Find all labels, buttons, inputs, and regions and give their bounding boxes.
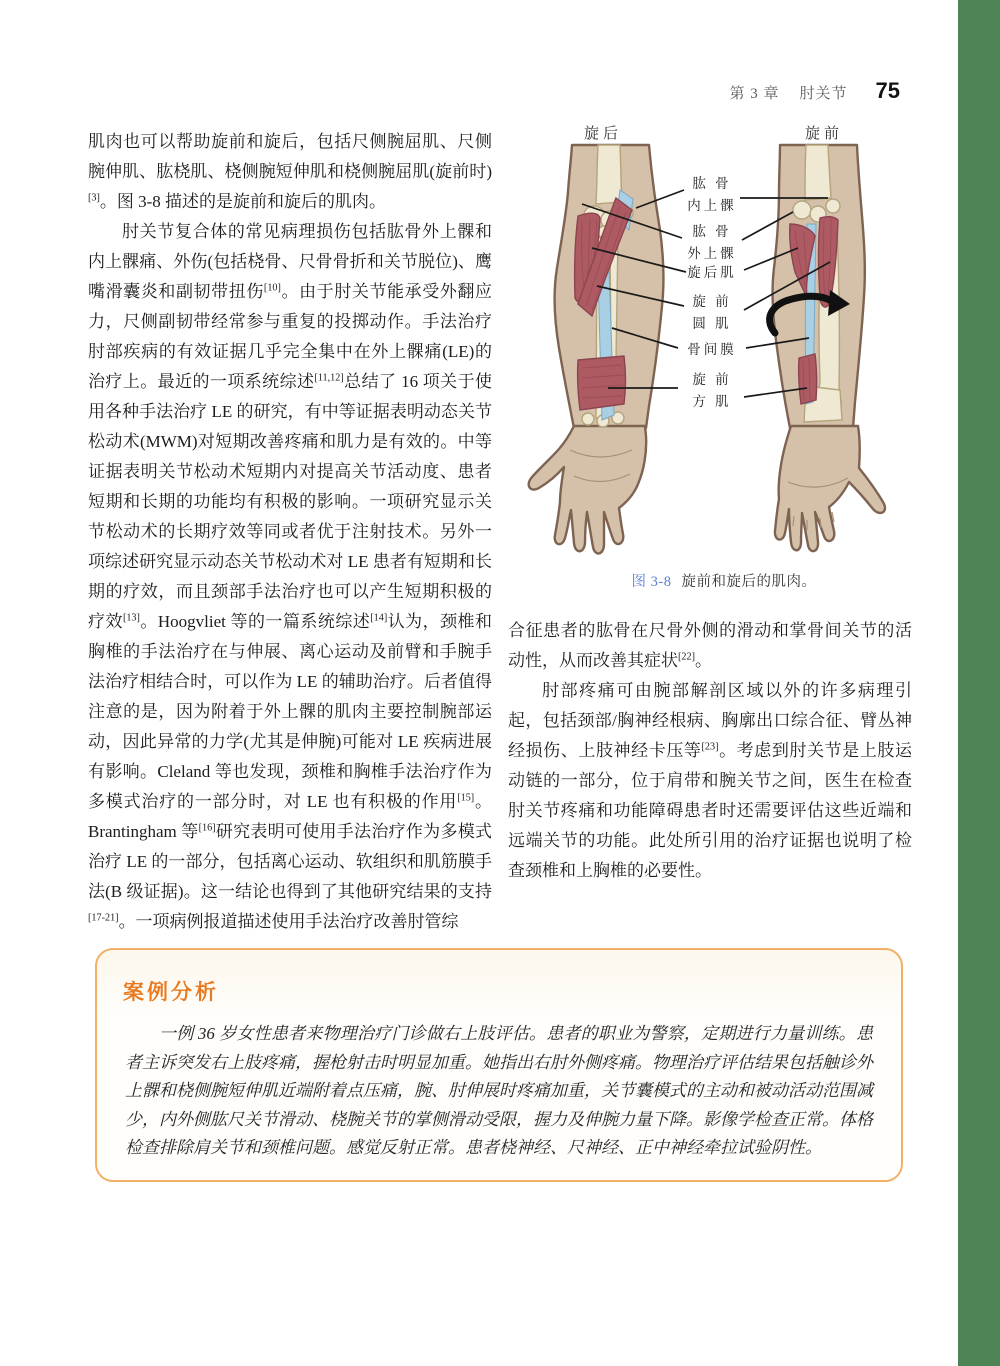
figure-annotations [687,175,737,409]
paragraph: 肘部疼痛可由腕部解剖区域以外的许多病理引起，包括颈部/胸神经根病、胸廓出口综合征、臂丛神经损伤、上肢神经卡压等[23]。考虑到肘关节是上肢运动链的一部分，位于肩带和腕关节之间，医生在检查肘关节疼痛和功能障碍患者时还需要评估这些近端和远端关节的功能。此处所引用的治疗证据也说明了检查颈椎和上胸椎的必要性。 [508,681,913,880]
paragraph: 肌肉也可以帮助旋前和旋后，包括尺侧腕屈肌、尺侧腕伸肌、肱桡肌、桡侧腕短伸肌和桡侧腕屈肌(旋前时)[3]。图 3-8 描述的是旋前和旋后的肌肉。 [88,132,492,211]
label-pronator-teres: 圆 肌 [692,316,732,331]
label-lateral-epicondyle: 肱 骨 [692,224,732,239]
label-pronator-quadratus: 方 肌 [692,394,732,409]
case-analysis-box [95,948,903,1182]
figure-3-8 [508,120,940,566]
caption-text: 旋前和旋后的肌肉。 [681,574,817,590]
label-medial-epicondyle: 内上髁 [687,198,737,213]
label-supinator: 旋后肌 [687,265,737,280]
pose-label-pronation: 旋前 [804,126,844,142]
pose-label-supination: 旋后 [583,126,623,142]
paragraph: 肘关节复合体的常见病理损伤包括肱骨外上髁和内上髁痛、外伤(包括桡骨、尺骨骨折和关节脱位)、鹰嘴滑囊炎和副韧带扭伤[10]。由于肘关节能承受外翻应力，尺侧副韧带经常参与重复的投掷动作。手法治疗肘部疾病的有效证据几乎完全集中在外上髁痛(LE)的治疗上。最近的一项系统综述[11,12]总结了 16 项关于使用各种手法治疗 LE 的研究，有中等证据表明动态关节松动术(MWM)对短期改善疼痛和肌力是有效的。中等证据表明关节松动术短期内对提高关节活动度、患者短期和长期的功能均有积极的影响。一项研究显示关节松动术的长期疗效等同或者优于注射技术。另外一项综述研究显示动态关节松动术对 LE 患者有短期和长期的疗效，而且颈部手法治疗也可以产生短期积极的疗效[13]。Hoogvliet 等的一篇系统综述[14]认为，颈椎和胸椎的手法治疗在与伸展、离心运动及前臂和手腕手法治疗相结合时，可以作为 LE 的辅助治疗。后者值得注意的是，因为附着于外上髁的肌肉主要控制腕部运动，因此异常的力学(尤其是伸腕)可能对 LE 疾病进展有影响。Cleland 等也发现，颈椎和胸椎手法治疗作为多模式治疗的一部分时，对 LE 也有积极的作用[15]。Brantingham 等[16]研究表明可使用手法治疗作为多模式治疗 LE 的一部分，包括离心运动、软组织和肌筋膜手法(B 级证据)。这一结论也得到了其他研究结果的支持[17-21]。一项病例报道描述使用手法治疗改善肘管综 [88,222,493,931]
figure-illustration [508,120,940,566]
caption-number: 图 3-8 [631,574,672,590]
supination-arm-illustration [529,145,664,553]
chapter-label: 第 3 章 [729,86,780,102]
figure-caption [508,570,940,591]
page-edge-green-bar [958,0,1000,1366]
pronation-arm-illustration [770,145,885,551]
body-right-column [508,616,912,886]
label-pronator-quadratus: 旋 前 [692,372,732,387]
paragraph: 合征患者的肱骨在尺骨外侧的滑动和掌骨间关节的活动性，从而改善其症状[22]。 [508,621,912,670]
section-title: 肘关节 [799,86,848,102]
page-header [729,78,900,104]
label-medial-epicondyle: 肱 骨 [692,176,732,191]
label-interosseous-membrane: 骨间膜 [687,342,737,357]
label-lateral-epicondyle: 外上髁 [687,246,737,261]
label-pronator-teres: 旋 前 [692,294,732,309]
body-left-column [88,127,492,937]
case-analysis-body: 一例 36 岁女性患者来物理治疗门诊做右上肢评估。患者的职业为警察，定期进行力量训练。患者主诉突发右上肢疼痛，握枪射击时明显加重。她指出右肘外侧疼痛。物理治疗评估结果包括触诊外上髁和桡侧腕短伸肌近端附着点压痛，腕、肘伸展时疼痛加重，关节囊模式的主动和被动活动范围减少，内外侧肱尺关节滑动、桡腕关节的掌侧滑动受限，握力及伸腕力量下降。影像学检查正常。体格检查排除肩关节和颈椎问题。感觉反射正常。患者桡神经、尺神经、正中神经牵拉试验阴性。 [125,1024,873,1157]
case-analysis-title: 案例分析 [123,981,219,1004]
page-number: 75 [875,78,900,103]
